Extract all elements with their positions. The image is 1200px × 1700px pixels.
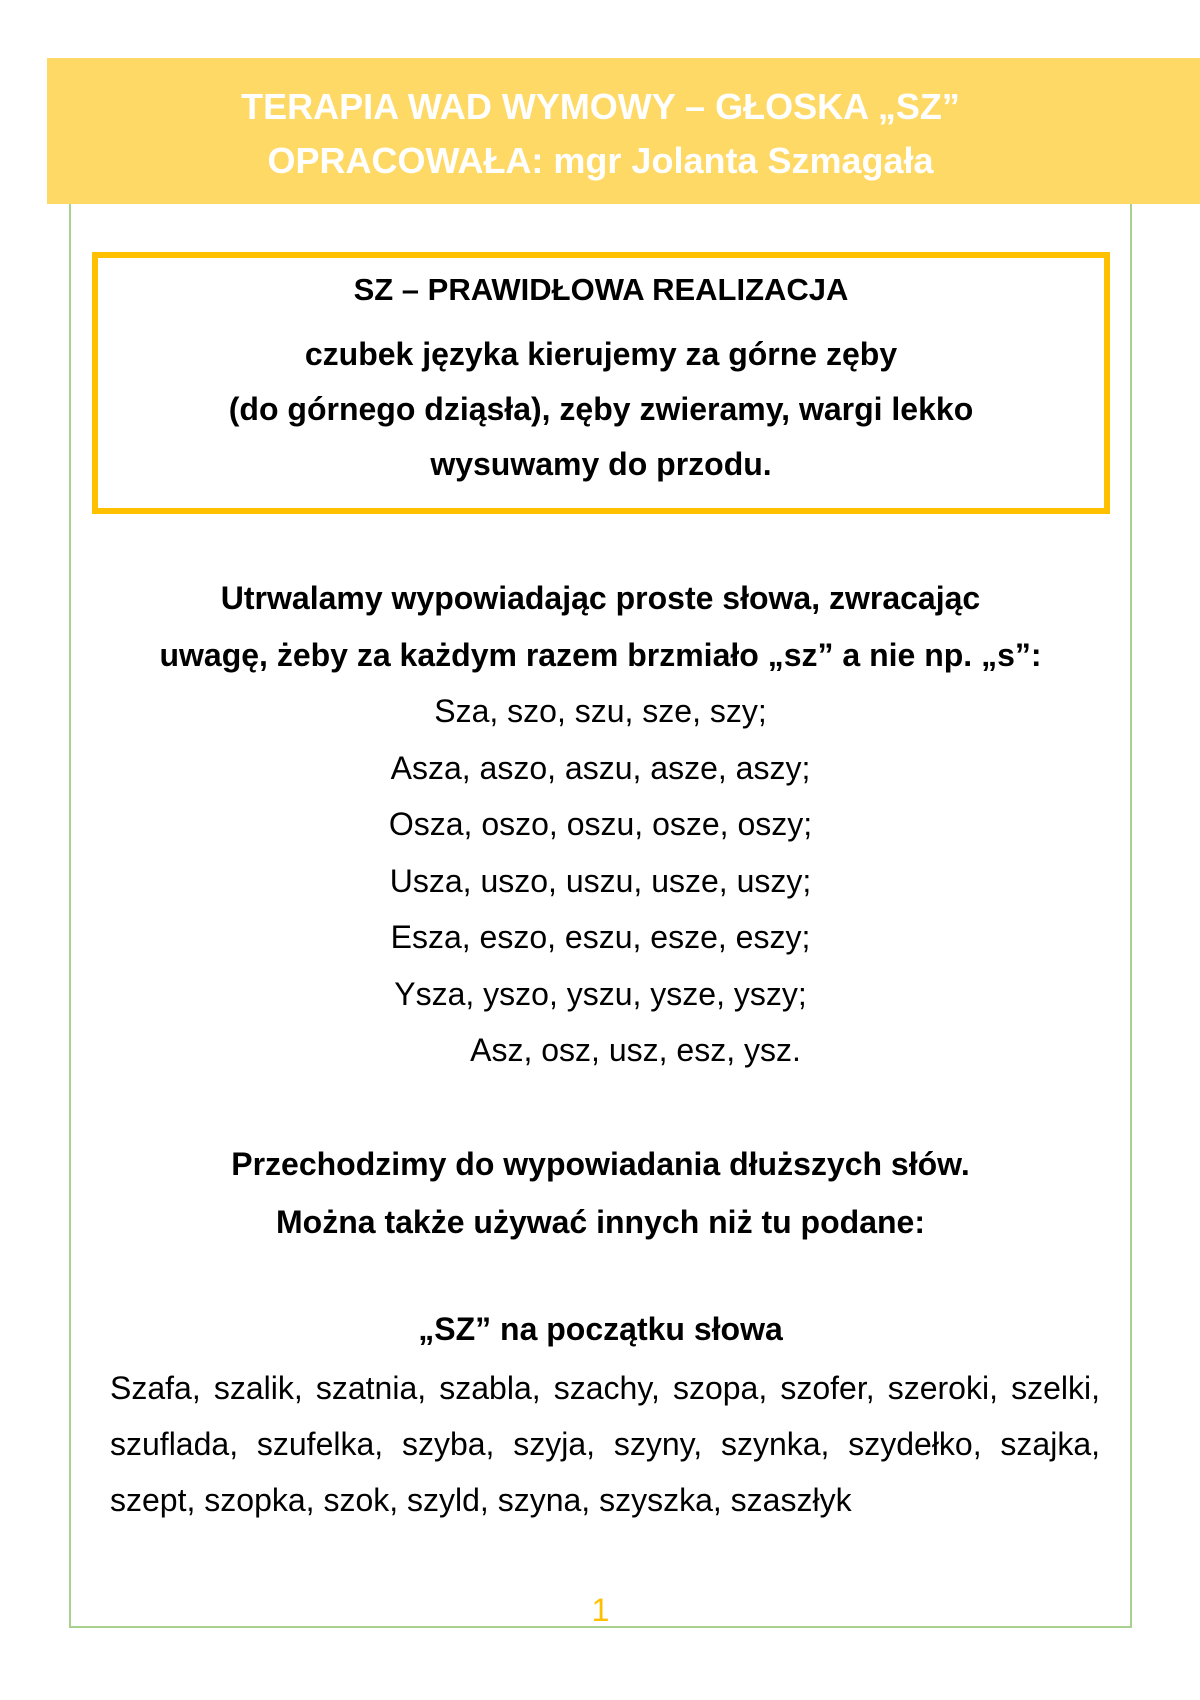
rule-line: wysuwamy do przodu. bbox=[430, 446, 772, 482]
rule-line: (do górnego dziąsła), zęby zwieramy, wargi lekko bbox=[228, 391, 974, 427]
rule-box-description bbox=[98, 327, 1104, 492]
header-title: TERAPIA WAD WYMOWY – GŁOSKA „SZ” bbox=[241, 86, 960, 127]
syllable-list bbox=[69, 683, 1132, 1079]
syllable-row: Esza, eszo, eszu, esze, eszy; bbox=[390, 919, 811, 955]
intro-line: Utrwalamy wypowiadając proste słowa, zwracając bbox=[220, 580, 981, 616]
syllable-row: Ysza, yszo, yszu, ysze, yszy; bbox=[394, 975, 807, 1012]
syllable-row: Osza, oszo, oszu, osze, oszy; bbox=[388, 806, 813, 842]
syllable-row: Asza, aszo, aszu, asze, aszy; bbox=[390, 749, 811, 786]
syllable-row: Usza, uszo, uszu, usze, uszy; bbox=[389, 862, 812, 899]
page-number: 1 bbox=[591, 1592, 610, 1628]
practice-intro bbox=[69, 570, 1132, 684]
document-header bbox=[69, 80, 1132, 188]
intro-line: uwagę, żeby za każdym razem brzmiało „sz” a nie np. „s”: bbox=[159, 637, 1042, 673]
rule-box-title: SZ – PRAWIDŁOWA REALIZACJA bbox=[353, 272, 849, 307]
longer-words-intro bbox=[69, 1135, 1132, 1251]
word-list-initial-sz: Szafa, szalik, szatnia, szabla, szachy, szopa, szofer, szeroki, szelki, szuflada, szufelka, szyba, szyja, szyny, szynka, szydełko, szajka, szept, szopka, szok, szyld, szyna, szyszka, szaszłyk bbox=[110, 1370, 1100, 1518]
longer-words-line: Przechodzimy do wypowiadania dłuższych słów. bbox=[231, 1146, 970, 1182]
header-author: OPRACOWAŁA: mgr Jolanta Szmagała bbox=[267, 140, 934, 181]
section-title-initial-sz: „SZ” na początku słowa bbox=[418, 1311, 783, 1347]
articulation-rule-box bbox=[92, 252, 1110, 514]
syllable-row: Sza, szo, szu, sze, szy; bbox=[434, 693, 767, 729]
syllable-row: Asz, osz, usz, esz, ysz. bbox=[470, 1032, 801, 1068]
rule-line: czubek języka kierujemy za górne zęby bbox=[304, 336, 898, 372]
longer-words-line: Można także używać innych niż tu podane: bbox=[276, 1204, 925, 1240]
